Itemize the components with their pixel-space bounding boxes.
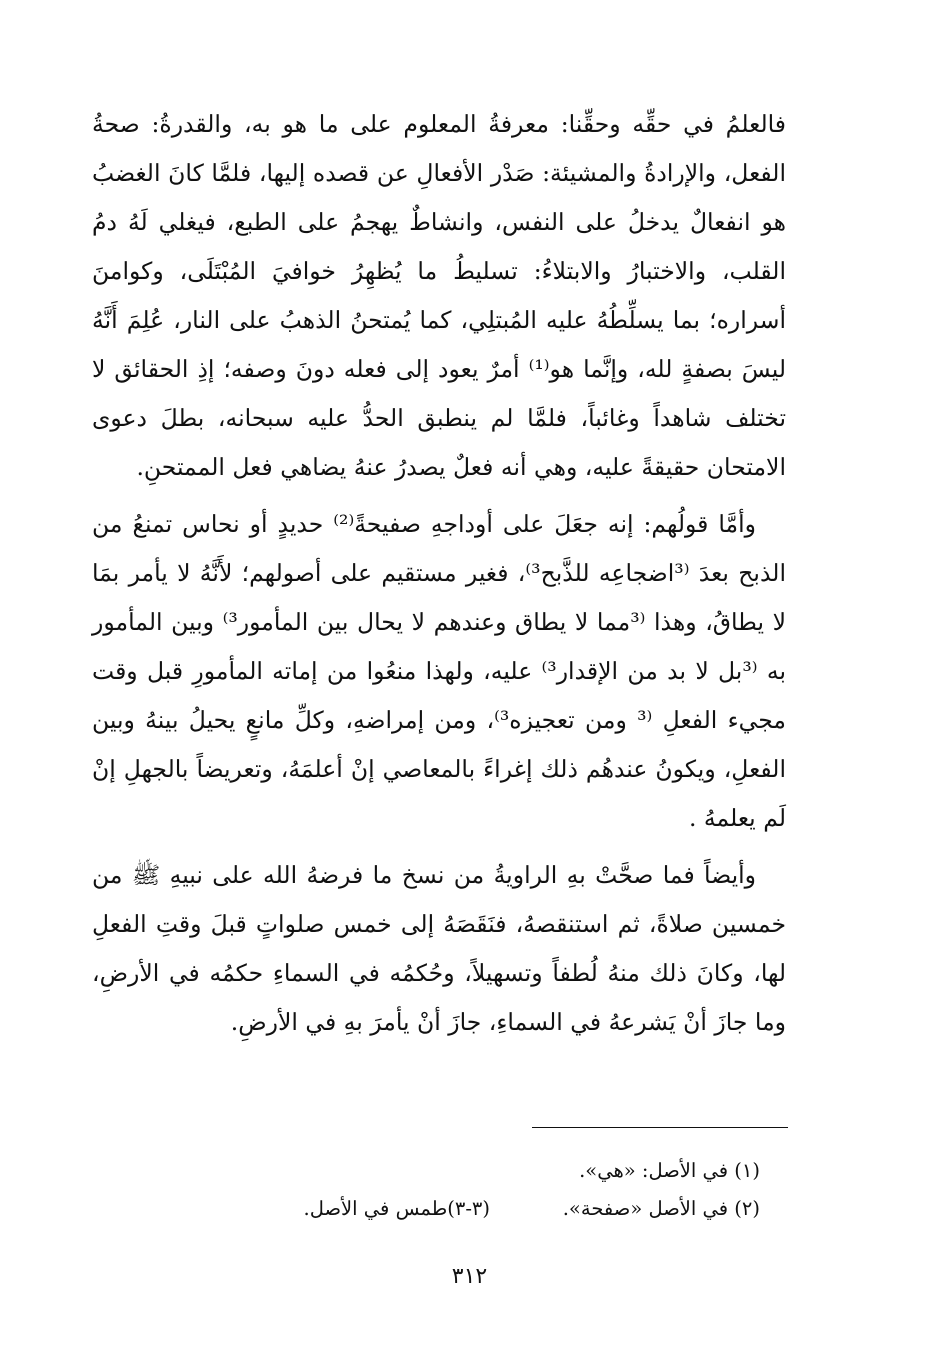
footnotes (200, 1152, 760, 1228)
page-number: ٣١٢ (451, 1264, 488, 1289)
paragraph-1: فالعلمُ في حقِّه وحقِّنا: معرفةُ المعلوم على ما هو به، والقدرةُ: صحةُ الفعل، والإرادةُ والمشيئة: صَدْر الأفعالِ عن قصده إليها، فلمَّا كانَ الغضبُ هو انفعالٌ يدخلُ على النفس، وانشاطٌ يهجمُ على الطبع، فيغلي لَهُ دمُ القلب، والاختبارُ والابتلاءُ: تسليطُ ما يُظهِرُ خوافيَ المُبْتَلَى، وكوامنَ أسراره؛ بما يسلِّطُهُ عليه المُبتلِي، كما يُمتحنُ الذهبُ على النار، عُلِمَ أَنَّهُ ليسَ بصفةٍ لله، وإنَّما هو⁽¹⁾ أمرٌ يعود إلى فعله دونَ وصفه؛ إذِ الحقائق لا تختلف شاهداً وغائباً، فلمَّا لم ينطبق الحدُّ عليه سبحانه، بطلَ دعوى الامتحان حقيقةً عليه، وهي أنه فعلٌ يصدرُ عنهُ يضاهي فعل الممتحنِ. (92, 110, 786, 481)
footnote-2: (٢) في الأصل «صفحة». (562, 1197, 760, 1220)
footnote-row-1 (200, 1152, 760, 1190)
paragraph-2: وأمَّا قولُهم: إنه جعَلَ على أوداجهِ صفيحةً⁽²⁾ حديدٍ أو نحاس تمنعُ من الذبح بعدَ ⁽³اضجاعِه للذَّبح³⁾، فغير مستقيم على أصولهم؛ لأَنَّهُ لا يأمر بمَا لا يطاقُ، وهذا ⁽³مما لا يطاق وعندهم لا يحال بين المأمور³⁾ وبين المأمور به ⁽³بل لا بد من الإقدار³⁾ عليه، ولهذا منعُوا من إماته المأمورِ قبل وقت مجيء الفعلِ ⁽³ ومن تعجيزه³⁾، ومن إمراضهِ، وكلِّ مانعٍ يحيلُ بينهُ وبين الفعلِ، ويكونُ عندهُم ذلك إغراءً بالمعاصي إنْ أعلمَهُ، وتعريضاً بالجهلِ إنْ لَم يعلمهُ . (92, 510, 787, 832)
footnote-3: (٣-٣)طمس في الأصل. (303, 1197, 490, 1220)
paragraph-3: وأيضاً فما صحَّتْ بهِ الراويةُ من نسخ ما فرضهُ الله على نبيهِ ﷺ من خمسين صلاةً، ثم استنقصهُ، فنَقَصَهُ إلى خمس صلواتٍ قبلَ وقتِ الفعلِ لها، وكانَ ذلك منهُ لُطفاً وتسهيلاً، وحُكمُه في السماءِ حكمُه في الأرضِ، وما جازَ أنْ يَشرعهُ في السماءِ، جازَ أنْ يأمرَ بهِ في الأرضِ. (92, 861, 786, 1036)
footnote-separator (532, 1127, 788, 1128)
footnote-row-2 (200, 1190, 760, 1228)
footnote-1: (١) في الأصل: «هي». (579, 1159, 760, 1182)
main-text (92, 100, 786, 1047)
